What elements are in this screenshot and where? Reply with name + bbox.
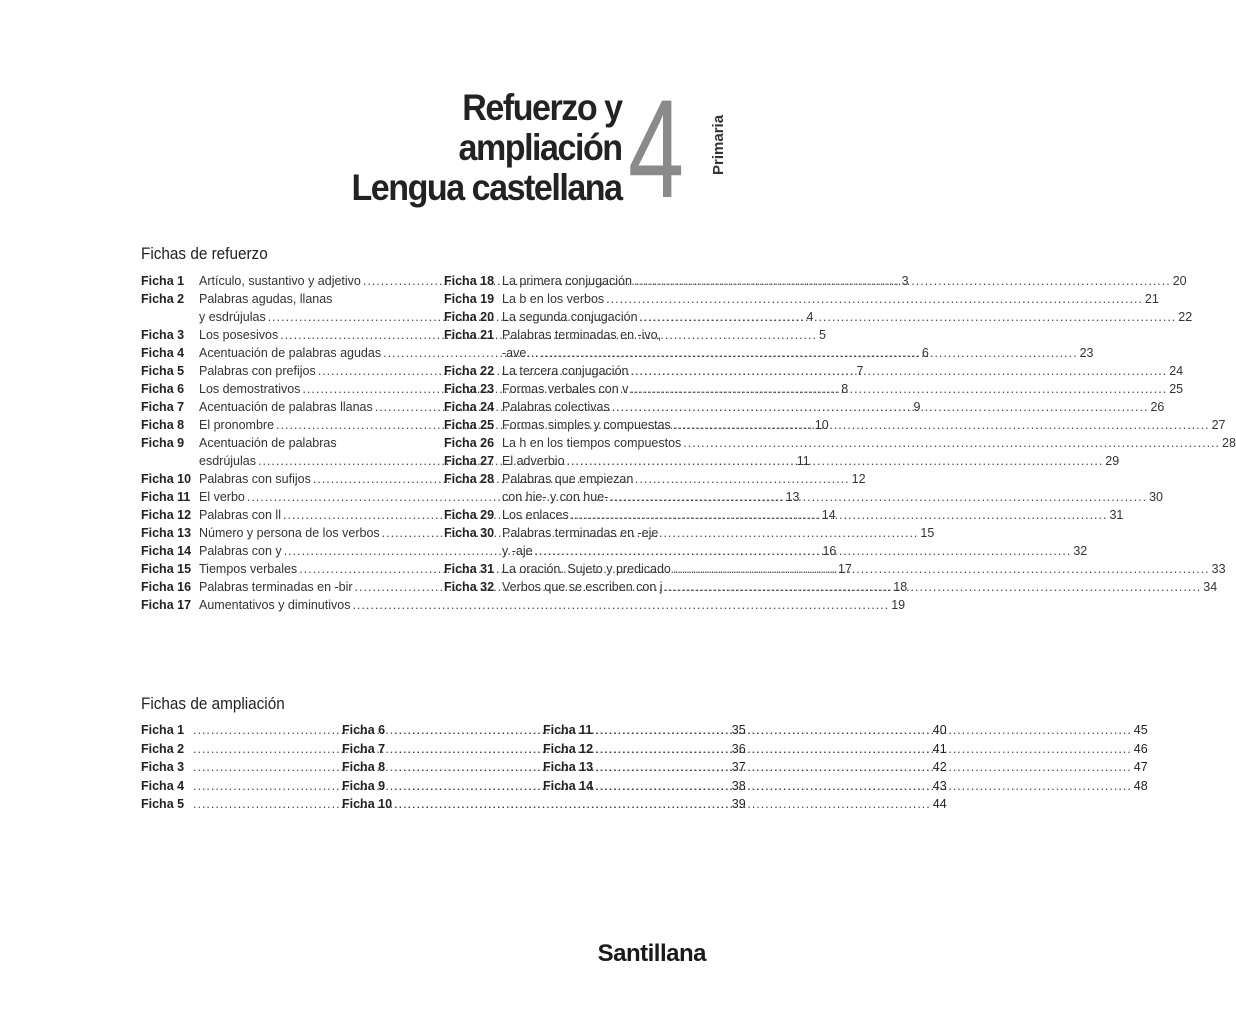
ficha-label: Ficha 26 [444, 436, 495, 450]
entry-title: -ave… [502, 346, 539, 360]
page-number: 26 [1150, 400, 1165, 414]
toc-entry [444, 308, 1193, 326]
entry-title: Palabras con y [199, 544, 282, 558]
ficha-label: Ficha 8 [342, 760, 386, 774]
ficha-label: Ficha 13 [543, 760, 594, 774]
page-number: 47 [1133, 760, 1148, 774]
ficha-label: Ficha 8 [141, 418, 185, 432]
page-number: 33 [1211, 562, 1226, 576]
page-number: 44 [932, 797, 947, 811]
ficha-label: Ficha 31 [444, 562, 495, 576]
page-number: 20 [1172, 274, 1187, 288]
dot-leader [630, 362, 1167, 380]
entry-title: Palabras terminadas en -eje [502, 526, 659, 540]
page-number: 15 [920, 526, 935, 540]
ficha-label: Ficha 5 [141, 797, 185, 811]
ficha-label: Ficha 10 [141, 472, 192, 486]
page-number: 34 [1203, 580, 1218, 594]
ficha-label: Ficha 18 [444, 274, 495, 288]
entry-description [502, 398, 1164, 416]
entry-description [199, 596, 905, 614]
dot-leader [634, 272, 1171, 290]
dot-leader [394, 795, 931, 814]
dot-leader [665, 578, 1202, 596]
ficha-label: Ficha 6 [342, 723, 386, 737]
ficha-label: Ficha 28 [444, 472, 495, 486]
dot-leader [567, 452, 1104, 470]
dot-leader [630, 380, 1167, 398]
ficha-label: Ficha 9 [342, 778, 386, 793]
entry-description [502, 434, 1236, 452]
ficha-label: Ficha 11 [141, 490, 191, 504]
entry-title: Palabras con ll [199, 508, 281, 522]
ficha-label: Ficha 23 [444, 382, 495, 396]
dot-leader [595, 777, 1132, 796]
entry-title: Palabras agudas, llanas [199, 292, 333, 306]
ficha-label: Ficha 1 [141, 274, 185, 288]
entry-line [502, 560, 1226, 578]
dot-leader [673, 416, 1210, 434]
entry-title: Aumentativos y diminutivos [199, 598, 351, 612]
ficha-label: Ficha 29 [444, 508, 495, 522]
page-number: 41 [932, 741, 947, 756]
toc-entry [444, 326, 1094, 362]
grade-number: 4 [628, 70, 685, 227]
page-number: 9 [913, 400, 921, 414]
entry-description [502, 578, 1217, 596]
page-number: 40 [932, 723, 947, 737]
ficha-label: Ficha 22 [444, 364, 495, 378]
page-number: 18 [893, 580, 908, 594]
level-label: Primaria [710, 114, 727, 175]
page-number: 14 [821, 508, 836, 522]
entry-title: Los enlaces [502, 508, 569, 522]
page-number: 25 [1169, 382, 1184, 396]
ficha-label: Ficha 12 [141, 508, 192, 522]
ficha-label: Ficha 6 [141, 382, 185, 396]
page-number: 36 [731, 741, 746, 756]
page-number: 8 [841, 382, 849, 396]
entry-line [502, 326, 1093, 344]
entry-title: Palabras con prefijos [199, 364, 316, 378]
entry-title: Formas simples y compuestas [502, 418, 671, 432]
dot-leader [571, 506, 1108, 524]
entry-title: El verbo [199, 490, 245, 504]
entry-title: La primera conjugación [502, 274, 632, 288]
title-line-3: Lengua castellana [351, 167, 622, 208]
ficha-label: Ficha 16 [141, 580, 192, 594]
entry-line [199, 596, 905, 614]
entry-title: Palabras terminadas en -ivo, [502, 328, 662, 342]
entry-title: La oración. Sujeto y predicado [502, 562, 671, 576]
dot-leader [541, 344, 1078, 362]
ficha-label: Ficha 9 [141, 436, 185, 450]
ficha-label: Ficha 3 [141, 760, 185, 774]
page-number: 7 [856, 364, 864, 378]
ficha-label: Ficha 11 [543, 723, 593, 737]
ficha-label: Ficha 3 [141, 328, 185, 342]
dot-leader [535, 542, 1072, 560]
ficha-label: Ficha 12 [543, 741, 594, 756]
entry-line [502, 290, 1159, 308]
entry-title: Palabras con sufijos [199, 472, 311, 486]
entry-description [502, 362, 1183, 380]
dot-leader [606, 290, 1143, 308]
page-number: 6 [921, 346, 929, 360]
page-number: 32 [1073, 544, 1088, 558]
entry-title: La segunda conjugación [502, 310, 638, 324]
entry-line [502, 416, 1225, 434]
title-line-1: Refuerzo y [462, 87, 622, 128]
ficha-label: Ficha 2 [141, 741, 185, 756]
ficha-label: Ficha 30 [444, 526, 495, 540]
book-title [328, 88, 622, 208]
ficha-label: Ficha 10 [342, 797, 393, 811]
entry-line [502, 506, 1123, 524]
ficha-label: Ficha 17 [141, 598, 192, 612]
dot-leader [612, 398, 1149, 416]
toc-entry [444, 434, 1236, 452]
entry-title: El pronombre [199, 418, 275, 432]
entry-line [502, 578, 1217, 596]
ficha-label: Ficha 20 [444, 310, 495, 324]
entry-title: Verbos que se escriben con j [502, 580, 663, 594]
page-number: 22 [1178, 310, 1193, 324]
page-number: 27 [1211, 418, 1226, 432]
page-number: 10 [814, 418, 829, 432]
entry-title: Número y persona de los verbos [199, 526, 380, 540]
entry-title: Palabras terminadas en -bir [199, 580, 353, 594]
page-number: 4 [806, 310, 814, 324]
title-line-2: ampliación [458, 127, 622, 168]
entry-description [502, 506, 1123, 524]
ficha-label: Ficha 32 [444, 580, 495, 594]
page-number: 35 [731, 723, 746, 737]
entry-line [502, 542, 1087, 560]
ficha-label: Ficha 19 [444, 292, 495, 306]
toc-entry [141, 596, 906, 614]
entry-title: esdrújulas [199, 454, 256, 468]
ficha-label: Ficha 2 [141, 292, 185, 306]
page-number: 11 [796, 454, 810, 468]
dot-leader [595, 740, 1132, 759]
ficha-label: Ficha 15 [141, 562, 192, 576]
page-number: 28 [1222, 436, 1236, 450]
dot-leader [683, 434, 1220, 452]
ficha-label: Ficha 24 [444, 400, 495, 414]
dot-leader [595, 721, 1132, 740]
ficha-label: Ficha 25 [444, 418, 495, 432]
entry-line [502, 308, 1192, 326]
publisher-logo: Santillana [597, 940, 706, 967]
entry-title: Acentuación de palabras llanas [199, 400, 373, 414]
dot-leader [673, 560, 1210, 578]
page-number: 5 [818, 328, 826, 342]
toc-entry [444, 380, 1184, 398]
page-number: 29 [1105, 454, 1120, 468]
entry-title: y -aje [502, 544, 533, 558]
entry-line [502, 380, 1183, 398]
dot-leader [352, 596, 889, 614]
page-number: 46 [1133, 741, 1148, 756]
dot-leader [595, 758, 1132, 777]
toc-entry [444, 398, 1165, 416]
page-number: 16 [822, 544, 837, 558]
page-number: 24 [1169, 364, 1184, 378]
entry-title: Artículo, sustantivo y adjetivo [199, 274, 361, 288]
ficha-label: Ficha 7 [141, 400, 185, 414]
ficha-label: Ficha 4 [141, 346, 185, 360]
entry-title: con hie- y con hue- [502, 490, 609, 504]
page-number: 43 [932, 778, 947, 793]
entry-title: Los demostrativos [199, 382, 301, 396]
page-number: 39 [731, 797, 746, 811]
ficha-label: Ficha 27 [444, 454, 495, 468]
entry-title: y esdrújulas [199, 310, 266, 324]
entry-title: Tiempos verbales [199, 562, 298, 576]
entry-description [502, 290, 1159, 308]
page-number: 42 [932, 760, 947, 774]
page-number: 48 [1133, 778, 1148, 793]
entry-description [502, 524, 1087, 560]
entry-line [502, 452, 1119, 470]
entry-title: Acentuación de palabras [199, 436, 337, 450]
entry-line [502, 470, 1163, 488]
ficha-label: Ficha 14 [141, 544, 192, 558]
entry-description [502, 272, 1187, 290]
page-number: 17 [837, 562, 852, 576]
ficha-label: Ficha 7 [342, 741, 386, 756]
entry-line [502, 362, 1183, 380]
page-number: 31 [1109, 508, 1124, 522]
entry-title: Palabras que empiezan [502, 472, 634, 486]
entry-description [502, 470, 1163, 506]
ficha-label: Ficha 4 [141, 778, 185, 793]
refuerzo-heading: Fichas de refuerzo [141, 244, 268, 263]
ficha-label: Ficha 1 [141, 723, 185, 737]
entry-title: La h en los tiempos compuestos [502, 436, 682, 450]
toc-entry [444, 290, 1159, 308]
page-number: 38 [731, 778, 746, 793]
entry-title: Formas verbales con v [502, 382, 629, 396]
entry-title: Los posesivos [199, 328, 279, 342]
ficha-label: Ficha 13 [141, 526, 192, 540]
page-number: 45 [1133, 723, 1148, 737]
page-number: 12 [851, 472, 866, 486]
entry-description [502, 326, 1093, 362]
toc-entry [444, 362, 1184, 380]
dot-leader [640, 308, 1177, 326]
entry-title: El adverbio [502, 454, 565, 468]
entry-line [502, 398, 1164, 416]
page-number: 19 [891, 598, 906, 612]
page-number: 23 [1079, 346, 1094, 360]
entry-title: La b en los verbos [502, 292, 605, 306]
entry-line [502, 272, 1187, 290]
page-number: 30 [1149, 490, 1163, 504]
entry-description [502, 560, 1226, 578]
entry-description [502, 380, 1183, 398]
ficha-label: Ficha 14 [543, 778, 594, 793]
ampliacion-heading: Fichas de ampliación [141, 694, 285, 713]
ficha-label: Ficha 5 [141, 364, 185, 378]
entry-line [502, 434, 1236, 452]
dot-leader [610, 488, 1147, 506]
page-number: 13 [785, 490, 800, 504]
page-number: 3 [901, 274, 909, 288]
entry-description [502, 452, 1119, 470]
entry-description [502, 416, 1225, 434]
page-number: 21 [1144, 292, 1159, 306]
entry-description [502, 308, 1192, 326]
entry-title: Palabras colectivas [502, 400, 610, 414]
ficha-label: Ficha 21 [444, 328, 495, 342]
toc-entry [444, 272, 1187, 290]
entry-line [502, 344, 1093, 362]
entry-title: Acentuación de palabras agudas [199, 346, 382, 360]
entry-line [502, 524, 1087, 542]
entry-title: La tercera conjugación [502, 364, 629, 378]
entry-line [502, 488, 1163, 506]
page-number: 37 [731, 760, 746, 774]
